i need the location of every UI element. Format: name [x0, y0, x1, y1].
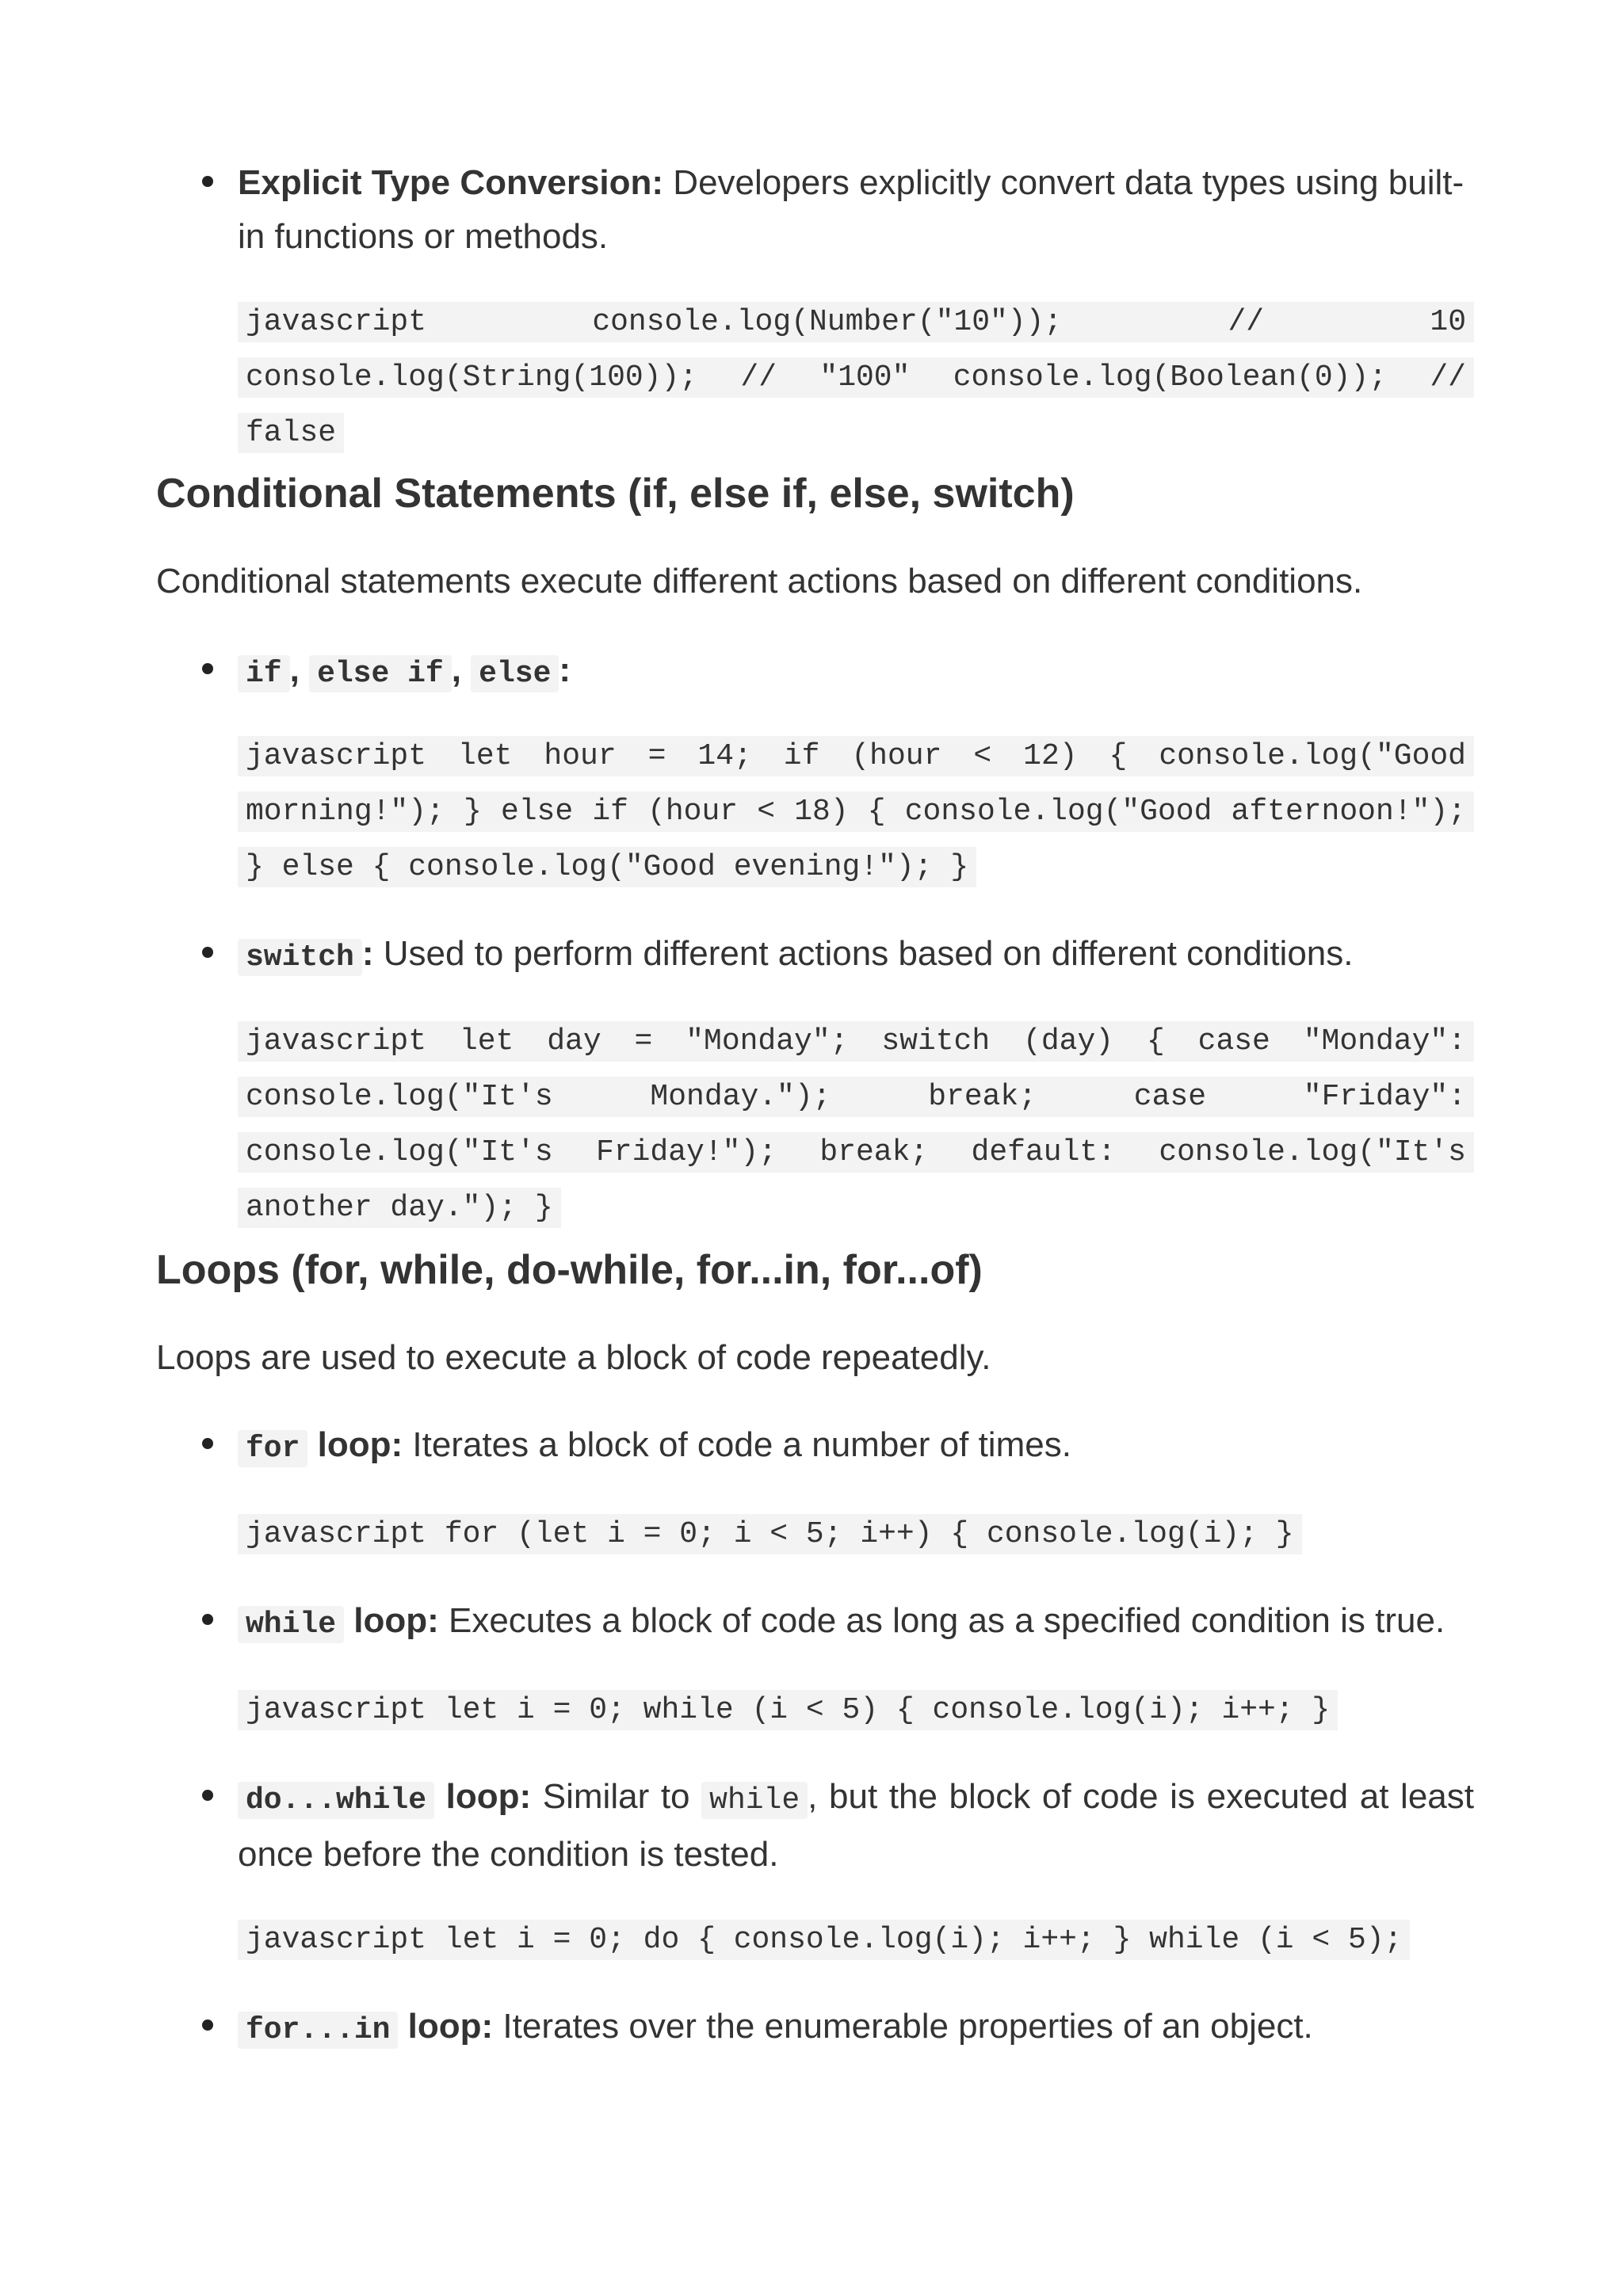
section-heading-conditional: Conditional Statements (if, else if, else, switch) — [156, 471, 1075, 517]
bullet-dot — [202, 1438, 213, 1449]
bullet-label: loop: — [307, 1425, 403, 1464]
bullet-dot — [202, 663, 213, 674]
bullet-label: Explicit Type Conversion: — [238, 163, 664, 202]
inline-code-while: while — [701, 1782, 808, 1819]
bullet-text: Executes a block of code as long as a specified condition is true. — [438, 1601, 1445, 1640]
inline-code-else-if: else if — [309, 655, 452, 692]
bullet-while-loop — [238, 1594, 1474, 1652]
bullet-text: Used to perform different actions based on different conditions. — [373, 934, 1354, 973]
inline-code-if: if — [238, 655, 290, 692]
bullet-text: Similar to — [531, 1777, 702, 1816]
inline-code-while: while — [238, 1606, 344, 1643]
bullet-if-else — [238, 643, 1474, 701]
code-block-switch — [238, 1014, 1474, 1236]
code-text: javascript let i = 0; while (i < 5) { console.log(i); i++; } — [238, 1690, 1338, 1730]
paragraph-conditional-intro: Conditional statements execute different actions based on different conditions. — [156, 562, 1363, 601]
separator: , — [289, 650, 310, 689]
bullet-explicit-type-conversion — [238, 156, 1474, 264]
bullet-switch — [238, 927, 1474, 985]
colon: : — [361, 934, 374, 973]
code-text: javascript console.log(Number("10")); // 10 console.log(String(100)); // "100" console.log(Boolean(0)); // false — [238, 302, 1474, 453]
code-text: javascript for (let i = 0; i < 5; i++) { console.log(i); } — [238, 1514, 1302, 1554]
code-block-do-while — [238, 1913, 1474, 1968]
code-text: javascript let i = 0; do { console.log(i); i++; } while (i < 5); — [238, 1920, 1410, 1960]
bullet-dot — [202, 176, 213, 187]
paragraph-loops-intro: Loops are used to execute a block of code repeatedly. — [156, 1338, 991, 1377]
bullet-text: Iterates over the enumerable properties of an object. — [493, 2007, 1313, 2046]
code-text: javascript let hour = 14; if (hour < 12) { console.log("Good morning!"); } else if (hour < 18) { console.log("Good afternoon!"); } else { console.log("Good evening!"); } — [238, 736, 1474, 887]
code-block-explicit — [238, 295, 1474, 461]
bullet-dot — [202, 1790, 213, 1801]
inline-code-do-while: do...while — [238, 1782, 434, 1819]
bullet-label: loop: — [434, 1777, 532, 1816]
code-block-if-else — [238, 729, 1474, 895]
bullet-for-in-loop — [238, 2000, 1474, 2058]
code-block-while — [238, 1683, 1474, 1738]
bullet-for-loop — [238, 1418, 1474, 1476]
bullet-label: loop: — [344, 1601, 439, 1640]
inline-code-for: for — [238, 1430, 307, 1467]
bullet-text: Developers explicitly convert data types using built-in functions or methods. — [238, 163, 1465, 256]
bullet-dot — [202, 1614, 213, 1625]
bullet-dot — [202, 2019, 213, 2031]
bullet-text: Iterates a block of code a number of times. — [403, 1425, 1071, 1464]
inline-code-else: else — [471, 655, 559, 692]
section-heading-loops: Loops (for, while, do-while, for...in, for...of) — [156, 1247, 983, 1293]
bullet-label: loop: — [398, 2007, 494, 2046]
bullet-text: , but the block of code is executed at least once before the condition is tested. — [238, 1777, 1474, 1874]
inline-code-switch: switch — [238, 939, 362, 976]
code-text: javascript let day = "Monday"; switch (day) { case "Monday": console.log("It's Monday."); break; case "Friday": console.log("It's Friday!"); break; default: console.log("It's another day."); } — [238, 1021, 1474, 1228]
inline-code-for-in: for...in — [238, 2012, 398, 2049]
code-block-for — [238, 1507, 1474, 1562]
bullet-dot — [202, 947, 213, 958]
bullet-do-while-loop — [238, 1770, 1474, 1882]
colon: : — [559, 650, 571, 689]
separator: , — [451, 650, 472, 689]
